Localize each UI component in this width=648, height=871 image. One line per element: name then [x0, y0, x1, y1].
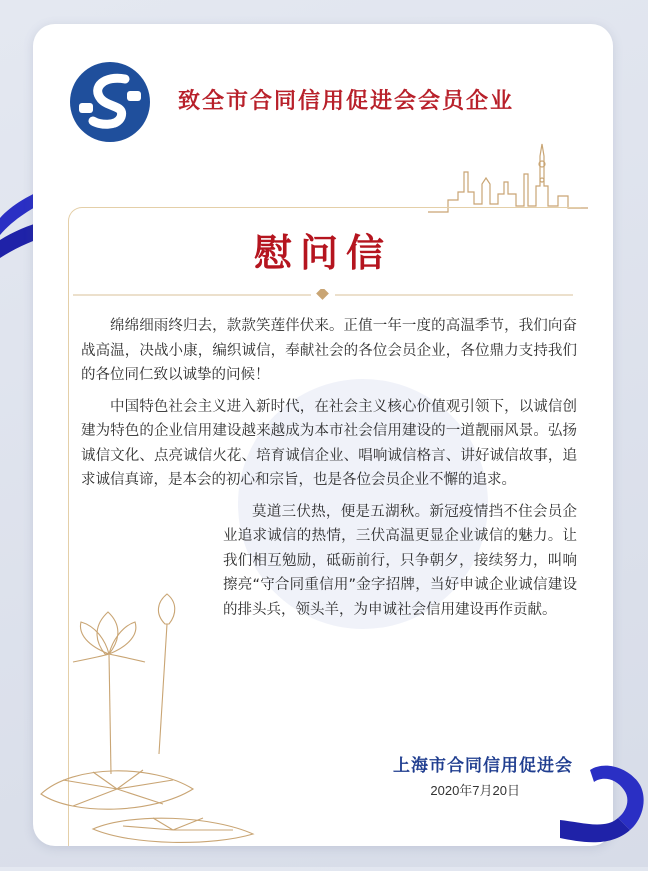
organization-title: 致全市合同信用促进会会员企业 [178, 89, 515, 114]
city-skyline-icon [428, 134, 588, 214]
paragraph-1: 绵绵细雨终归去，款款笑莲伴伏来。正值一年一度的高温季节，我们向奋战高温，决战小康，编织诚信，奉献社会的各位会员企业，各位鼎力支持我们的各位同仁致以诚挚的问候！ [81, 318, 577, 383]
lotus-illustration-icon [33, 584, 273, 846]
paragraph-2: 中国特色社会主义进入新时代，在社会主义核心价值观引领下，以诚信创建为特色的企业信用建设越来越成为本市社会信用建设的一道靓丽风景。弘扬诚信文化、点亮诚信火花、培育诚信企业、唱响诚信格言、讲好诚信故事，追求诚信真谛，是本会的初心和宗旨，也是各位会员企业不懈的追求。 [81, 398, 577, 488]
association-logo-icon [69, 61, 151, 143]
letter-card [33, 24, 613, 846]
title-divider [73, 286, 573, 298]
signature: 上海市合同信用促进会 [393, 756, 573, 776]
letter-title: 慰问信 [253, 230, 392, 275]
blue-ribbon-corner-decoration [560, 760, 648, 867]
paragraph-3: 莫道三伏热，便是五湖秋。新冠疫情挡不住会员企业追求诚信的热情，三伏高温更显企业诚信的魅力。让我们相互勉励，砥砺前行，只争朝夕，接续努力，叫响擦亮“守合同重信用”金字招牌，当好申诚企业诚信建设的排头兵，领头羊，为申诚社会信用建设再作贡献。 [223, 503, 577, 618]
letter-body [81, 314, 577, 629]
letter-date: 2020年7月20日 [430, 783, 520, 798]
